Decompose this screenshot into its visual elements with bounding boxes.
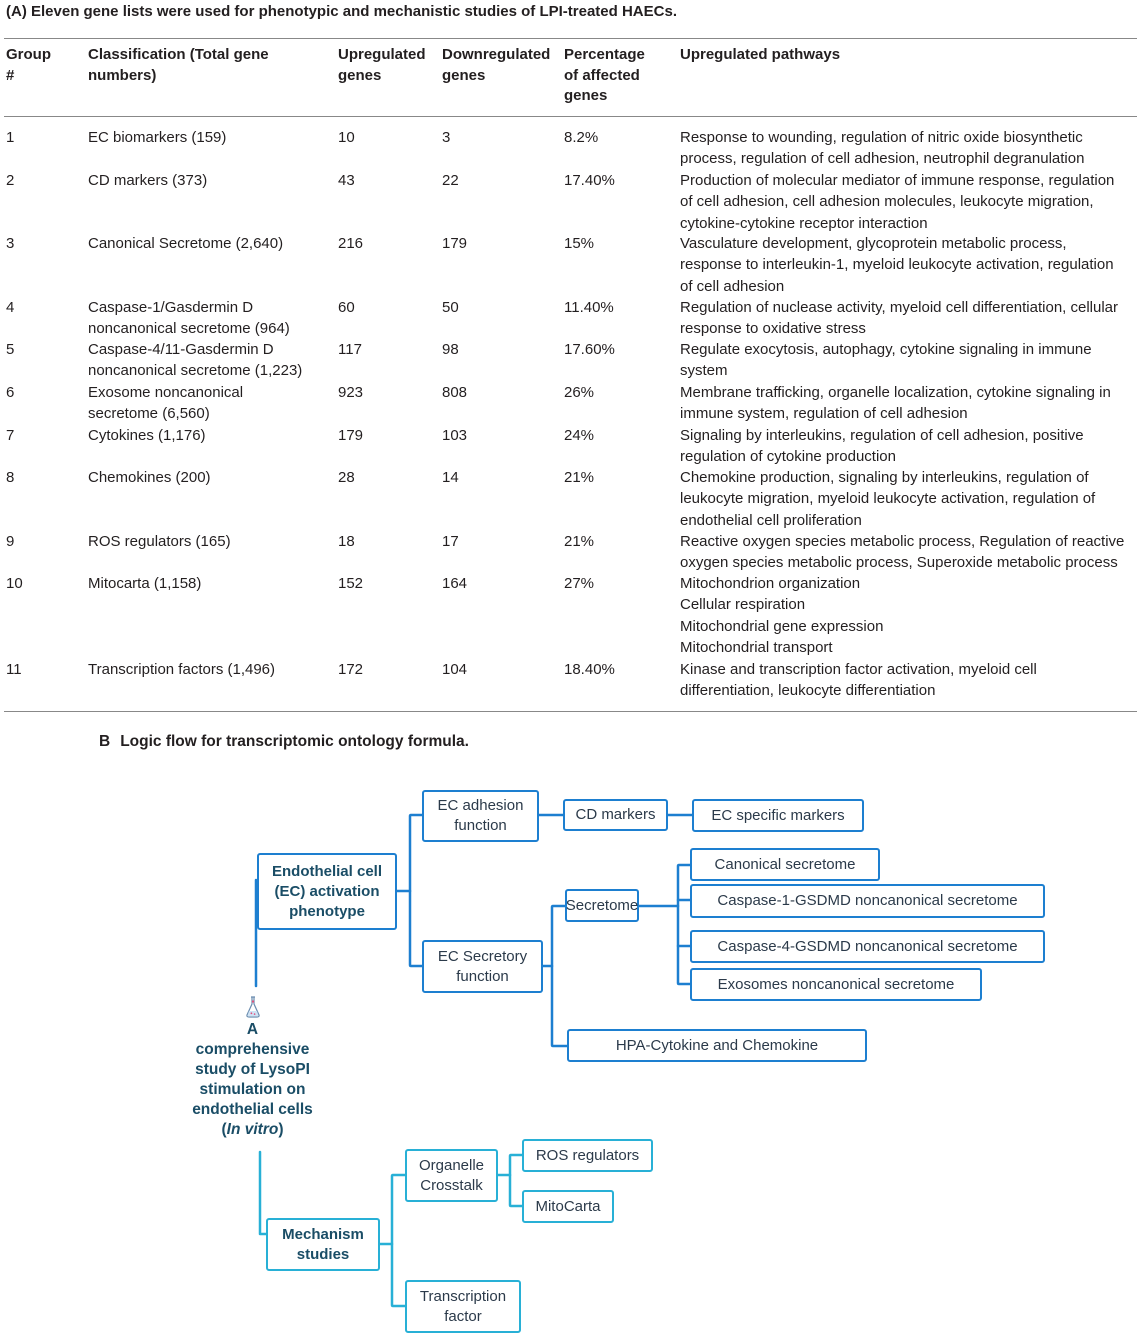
- header-classification: Classification (Total gene numbers): [88, 46, 269, 84]
- row-10-pathways: Mitochondrion organization Cellular respiration Mitochondrial gene expression Mitochondrial transport: [680, 575, 884, 656]
- node-ec-adhesion-function: EC adhesion function: [422, 790, 539, 842]
- row-4-classification: Caspase-1/Gasdermin D noncanonical secretome (964): [88, 299, 290, 338]
- row-3-classification: Canonical Secretome (2,640): [88, 235, 284, 252]
- row-5-pct: 17.60%: [564, 341, 615, 358]
- row-10-classification: Mitocarta (1,158): [88, 575, 202, 592]
- connector-mechanism-branches: [392, 1175, 405, 1306]
- row-11-pathways: Kinase and transcription factor activation, myeloid cell differentiation, leukocyte differentiation: [680, 661, 1037, 700]
- row-6-up: 923: [338, 384, 364, 401]
- connector-secretome-children: [678, 865, 690, 984]
- row-7-down: 103: [442, 427, 468, 444]
- node-ros-regulators: ROS regulators: [522, 1139, 653, 1172]
- row-1-up: 10: [338, 129, 355, 146]
- row-8-down: 14: [442, 469, 459, 486]
- row-3-down: 179: [442, 235, 468, 252]
- row-10-up: 152: [338, 575, 364, 592]
- node-ec-specific-markers: EC specific markers: [692, 799, 864, 832]
- row-3-up: 216: [338, 235, 364, 252]
- node-exosomes-noncanonical-secretome: Exosomes noncanonical secretome: [690, 968, 982, 1001]
- node-ec-secretory-function: EC Secretory function: [422, 940, 543, 993]
- row-7-pathways: Signaling by interleukins, regulation of cell adhesion, positive regulation of cytokine production: [680, 427, 1084, 466]
- center-study-label: A comprehensive study of LysoPI stimulation on endothelial cells (In vitro): [192, 1021, 313, 1138]
- row-7-group: 7: [6, 427, 15, 444]
- row-11-up: 172: [338, 661, 364, 678]
- row-1-down: 3: [442, 129, 451, 146]
- node-secretome: Secretome: [565, 889, 639, 922]
- node-organelle-crosstalk: Organelle Crosstalk: [405, 1149, 498, 1202]
- row-9-up: 18: [338, 533, 355, 550]
- row-1-pct: 8.2%: [564, 129, 599, 146]
- row-2-pct: 17.40%: [564, 172, 615, 189]
- row-9-classification: ROS regulators (165): [88, 533, 231, 550]
- row-4-up: 60: [338, 299, 355, 316]
- header-pathways: Upregulated pathways: [680, 46, 841, 63]
- connector-organelle-children: [510, 1155, 522, 1206]
- row-11-down: 104: [442, 661, 468, 678]
- row-4-down: 50: [442, 299, 459, 316]
- header-group: Group #: [6, 46, 51, 84]
- header-downregulated: Downregulated genes: [442, 46, 551, 84]
- node-hpa-cytokine-chemokine: HPA-Cytokine and Chemokine: [567, 1029, 867, 1062]
- panel-a-caption: (A) Eleven gene lists were used for phenotypic and mechanistic studies of LPI-treated HAECs.: [6, 3, 677, 20]
- row-3-pathways: Vasculature development, glycoprotein metabolic process, response to interleukin-1, myeloid leukocyte activation, regulation of cell adhesion: [680, 235, 1114, 295]
- row-8-up: 28: [338, 469, 355, 486]
- row-5-group: 5: [6, 341, 15, 358]
- row-5-down: 98: [442, 341, 459, 358]
- row-9-pct: 21%: [564, 533, 595, 550]
- row-11-classification: Transcription factors (1,496): [88, 661, 276, 678]
- row-1-classification: EC biomarkers (159): [88, 129, 227, 146]
- row-7-up: 179: [338, 427, 364, 444]
- node-ec-activation-phenotype: Endothelial cell (EC) activation phenotype: [257, 853, 397, 930]
- row-5-up: 117: [338, 341, 362, 358]
- row-6-down: 808: [442, 384, 468, 401]
- row-10-group: 10: [6, 575, 23, 592]
- row-7-pct: 24%: [564, 427, 595, 444]
- node-casp1-noncanonical-secretome: Caspase-1-GSDMD noncanonical secretome: [690, 884, 1045, 918]
- row-10-pct: 27%: [564, 575, 595, 592]
- row-6-pct: 26%: [564, 384, 595, 401]
- header-percentage: Percentage of affected genes: [564, 46, 645, 104]
- panel-b-letter: B: [99, 733, 111, 750]
- flask-icon: [243, 995, 263, 1019]
- row-3-pct: 15%: [564, 235, 595, 252]
- row-8-classification: Chemokines (200): [88, 469, 211, 486]
- row-7-classification: Cytokines (1,176): [88, 427, 206, 444]
- row-5-classification: Caspase-4/11-Gasdermin D noncanonical secretome (1,223): [88, 341, 303, 380]
- connector-phenotype-branches: [410, 815, 422, 966]
- node-mechanism-studies: Mechanism studies: [266, 1218, 380, 1271]
- row-4-pathways: Regulation of nuclease activity, myeloid cell differentiation, cellular response to oxidative stress: [680, 299, 1119, 338]
- row-9-group: 9: [6, 533, 15, 550]
- row-2-pathways: Production of molecular mediator of immune response, regulation of cell adhesion, cell adhesion molecules, leukocyte migration, cytokine-cytokine receptor interaction: [680, 172, 1115, 232]
- row-4-pct: 11.40%: [564, 299, 614, 316]
- node-canonical-secretome: Canonical secretome: [690, 848, 880, 881]
- row-6-classification: Exosome noncanonical secretome (6,560): [88, 384, 244, 423]
- node-cd-markers: CD markers: [563, 799, 668, 831]
- row-1-pathways: Response to wounding, regulation of nitric oxide biosynthetic process, regulation of cell adhesion, neutrophil degranulation: [680, 129, 1085, 168]
- header-upregulated: Upregulated genes: [338, 46, 426, 84]
- row-5-pathways: Regulate exocytosis, autophagy, cytokine signaling in immune system: [680, 341, 1092, 380]
- row-8-group: 8: [6, 469, 15, 486]
- row-2-group: 2: [6, 172, 15, 189]
- row-8-pct: 21%: [564, 469, 595, 486]
- row-11-group: 11: [6, 661, 22, 678]
- row-1-group: 1: [6, 129, 15, 146]
- row-4-group: 4: [6, 299, 15, 316]
- row-2-up: 43: [338, 172, 355, 189]
- node-transcription-factor: Transcription factor: [405, 1280, 521, 1333]
- row-2-down: 22: [442, 172, 459, 189]
- connector-secretory-branches: [552, 906, 567, 1046]
- in-vitro-label: In vitro: [226, 1121, 279, 1138]
- row-9-down: 17: [442, 533, 459, 550]
- row-10-down: 164: [442, 575, 468, 592]
- row-9-pathways: Reactive oxygen species metabolic process, Regulation of reactive oxygen species metabolic process, Superoxide metabolic process: [680, 533, 1125, 572]
- row-2-classification: CD markers (373): [88, 172, 208, 189]
- row-11-pct: 18.40%: [564, 661, 615, 678]
- row-8-pathways: Chemokine production, signaling by interleukins, regulation of leukocyte migration, myeloid leukocyte activation, regulation of endothelial cell proliferation: [680, 469, 1096, 529]
- row-6-pathways: Membrane trafficking, organelle localization, cytokine signaling in immune system, regulation of cell adhesion: [680, 384, 1111, 423]
- panel-b-caption-text: Logic flow for transcriptomic ontology formula.: [120, 733, 469, 750]
- row-6-group: 6: [6, 384, 15, 401]
- row-3-group: 3: [6, 235, 15, 252]
- node-casp4-noncanonical-secretome: Caspase-4-GSDMD noncanonical secretome: [690, 930, 1045, 963]
- node-mitocarta: MitoCarta: [522, 1190, 614, 1223]
